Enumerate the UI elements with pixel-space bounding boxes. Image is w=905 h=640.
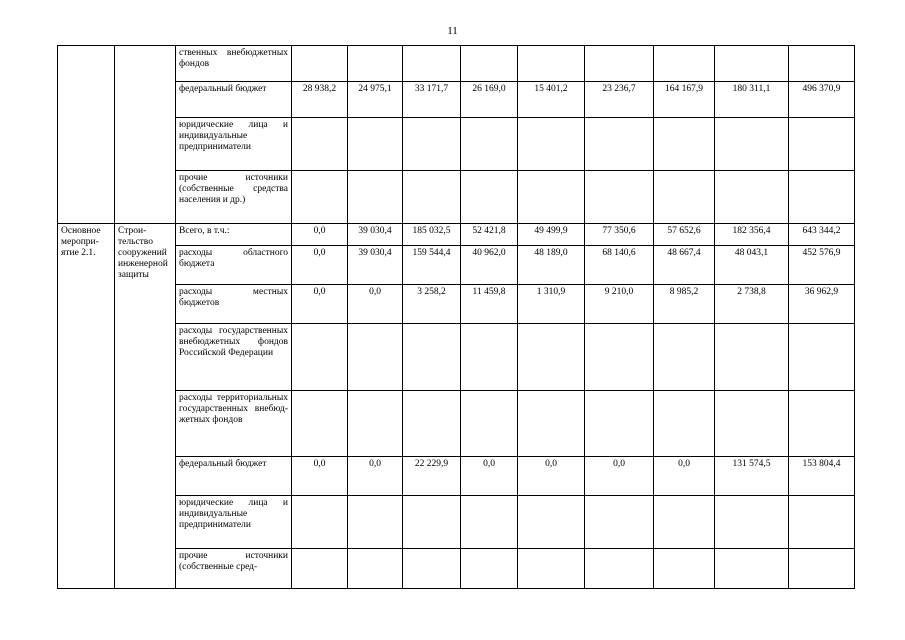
- value-cell: [292, 324, 348, 391]
- value-cell: [403, 324, 461, 391]
- value-cell: [403, 549, 461, 589]
- value-cell: [292, 391, 348, 457]
- value-cell: [654, 549, 715, 589]
- table-row: [58, 285, 855, 324]
- value-cell: [715, 324, 789, 391]
- value-cell: 40 962,0: [461, 246, 518, 285]
- value-cell: [585, 391, 654, 457]
- value-cell: 11 459,8: [461, 285, 518, 324]
- value-cell: 22 229,9: [403, 457, 461, 496]
- value-cell: 36 962,9: [789, 285, 855, 324]
- value-cell: [403, 118, 461, 171]
- value-cell: [292, 46, 348, 82]
- funding-source-cell: федеральный бюджет: [176, 82, 292, 118]
- value-cell: 0,0: [292, 457, 348, 496]
- value-cell: 77 350,6: [585, 224, 654, 246]
- funding-source-cell: ственных внебюджетных фондов: [176, 46, 292, 82]
- value-cell: [292, 496, 348, 549]
- value-cell: [654, 118, 715, 171]
- value-cell: [292, 118, 348, 171]
- value-cell: 2 738,8: [715, 285, 789, 324]
- value-cell: 23 236,7: [585, 82, 654, 118]
- value-cell: 0,0: [585, 457, 654, 496]
- value-cell: 39 030,4: [348, 246, 403, 285]
- value-cell: [715, 118, 789, 171]
- value-cell: [403, 46, 461, 82]
- table-row: [58, 496, 855, 549]
- measure-title-cell: Строительство сооружений инженерной защиты: [115, 224, 176, 589]
- value-cell: [518, 171, 585, 224]
- funding-source-cell: расходы областного бюджета: [176, 246, 292, 285]
- value-cell: [518, 46, 585, 82]
- measure-title-cell: [115, 46, 176, 224]
- value-cell: [403, 391, 461, 457]
- funding-source-cell: расходы территориальных государственных внебюджетных фондов: [176, 391, 292, 457]
- value-cell: 164 167,9: [654, 82, 715, 118]
- value-cell: 159 544,4: [403, 246, 461, 285]
- value-cell: [292, 549, 348, 589]
- value-cell: 0,0: [348, 285, 403, 324]
- value-cell: 0,0: [348, 457, 403, 496]
- value-cell: [348, 496, 403, 549]
- table-row: [58, 118, 855, 171]
- value-cell: [715, 549, 789, 589]
- value-cell: 643 344,2: [789, 224, 855, 246]
- value-cell: 26 169,0: [461, 82, 518, 118]
- value-cell: 0,0: [461, 457, 518, 496]
- value-cell: 49 499,9: [518, 224, 585, 246]
- value-cell: 0,0: [518, 457, 585, 496]
- table-row: [58, 246, 855, 285]
- value-cell: [518, 549, 585, 589]
- value-cell: 1 310,9: [518, 285, 585, 324]
- value-cell: [715, 46, 789, 82]
- value-cell: [518, 118, 585, 171]
- value-cell: [585, 171, 654, 224]
- value-cell: [654, 171, 715, 224]
- funding-source-cell: расходы местных бюджетов: [176, 285, 292, 324]
- value-cell: [585, 118, 654, 171]
- value-cell: [348, 118, 403, 171]
- value-cell: 496 370,9: [789, 82, 855, 118]
- table-row: [58, 324, 855, 391]
- value-cell: 3 258,2: [403, 285, 461, 324]
- value-cell: [789, 391, 855, 457]
- value-cell: [461, 391, 518, 457]
- funding-source-cell: расходы государственных внебюджетных фондов Российской Федерации: [176, 324, 292, 391]
- value-cell: [654, 391, 715, 457]
- value-cell: [518, 324, 585, 391]
- value-cell: [461, 496, 518, 549]
- value-cell: [715, 171, 789, 224]
- value-cell: 0,0: [292, 246, 348, 285]
- value-cell: [715, 391, 789, 457]
- value-cell: 9 210,0: [585, 285, 654, 324]
- value-cell: [654, 324, 715, 391]
- value-cell: 182 356,4: [715, 224, 789, 246]
- value-cell: [518, 496, 585, 549]
- value-cell: [403, 171, 461, 224]
- value-cell: [585, 46, 654, 82]
- funding-source-cell: юридические лица и индивидуальные предприниматели: [176, 118, 292, 171]
- value-cell: 57 652,6: [654, 224, 715, 246]
- value-cell: [654, 496, 715, 549]
- value-cell: [789, 549, 855, 589]
- measure-cell: [58, 46, 115, 224]
- value-cell: [461, 118, 518, 171]
- funding-source-cell: прочие источники (собственные сред-: [176, 549, 292, 589]
- funding-source-cell: Всего, в т.ч.:: [176, 224, 292, 246]
- value-cell: 8 985,2: [654, 285, 715, 324]
- value-cell: [461, 171, 518, 224]
- table-row: [58, 46, 855, 82]
- value-cell: [585, 496, 654, 549]
- value-cell: 52 421,8: [461, 224, 518, 246]
- value-cell: [348, 171, 403, 224]
- table-row: [58, 171, 855, 224]
- value-cell: [348, 46, 403, 82]
- value-cell: [789, 171, 855, 224]
- value-cell: [585, 549, 654, 589]
- table-row: [58, 549, 855, 589]
- funding-source-cell: федеральный бюджет: [176, 457, 292, 496]
- value-cell: [518, 391, 585, 457]
- table-row: [58, 224, 855, 246]
- value-cell: 0,0: [292, 285, 348, 324]
- value-cell: 39 030,4: [348, 224, 403, 246]
- table-row: [58, 82, 855, 118]
- value-cell: [461, 324, 518, 391]
- value-cell: 24 975,1: [348, 82, 403, 118]
- value-cell: [715, 496, 789, 549]
- funding-source-cell: прочие источники (собственные средства населения и др.): [176, 171, 292, 224]
- value-cell: 180 311,1: [715, 82, 789, 118]
- value-cell: 48 189,0: [518, 246, 585, 285]
- budget-table: [57, 45, 855, 589]
- page-number: 11: [447, 25, 458, 37]
- value-cell: 0,0: [292, 224, 348, 246]
- value-cell: 33 171,7: [403, 82, 461, 118]
- value-cell: 15 401,2: [518, 82, 585, 118]
- funding-source-cell: юридические лица и индивидуальные предприниматели: [176, 496, 292, 549]
- value-cell: [348, 391, 403, 457]
- value-cell: [789, 118, 855, 171]
- value-cell: [654, 46, 715, 82]
- value-cell: 48 667,4: [654, 246, 715, 285]
- table-row: [58, 391, 855, 457]
- value-cell: [789, 46, 855, 82]
- value-cell: [461, 549, 518, 589]
- value-cell: 153 804,4: [789, 457, 855, 496]
- value-cell: [348, 324, 403, 391]
- value-cell: [403, 496, 461, 549]
- value-cell: 452 576,9: [789, 246, 855, 285]
- value-cell: 0,0: [654, 457, 715, 496]
- value-cell: [585, 324, 654, 391]
- value-cell: [789, 496, 855, 549]
- value-cell: 68 140,6: [585, 246, 654, 285]
- value-cell: 185 032,5: [403, 224, 461, 246]
- value-cell: [348, 549, 403, 589]
- value-cell: [461, 46, 518, 82]
- value-cell: [292, 171, 348, 224]
- measure-cell: Основное мероприятие 2.1.: [58, 224, 115, 589]
- value-cell: 131 574,5: [715, 457, 789, 496]
- value-cell: 48 043,1: [715, 246, 789, 285]
- value-cell: 28 938,2: [292, 82, 348, 118]
- table-row: [58, 457, 855, 496]
- value-cell: [789, 324, 855, 391]
